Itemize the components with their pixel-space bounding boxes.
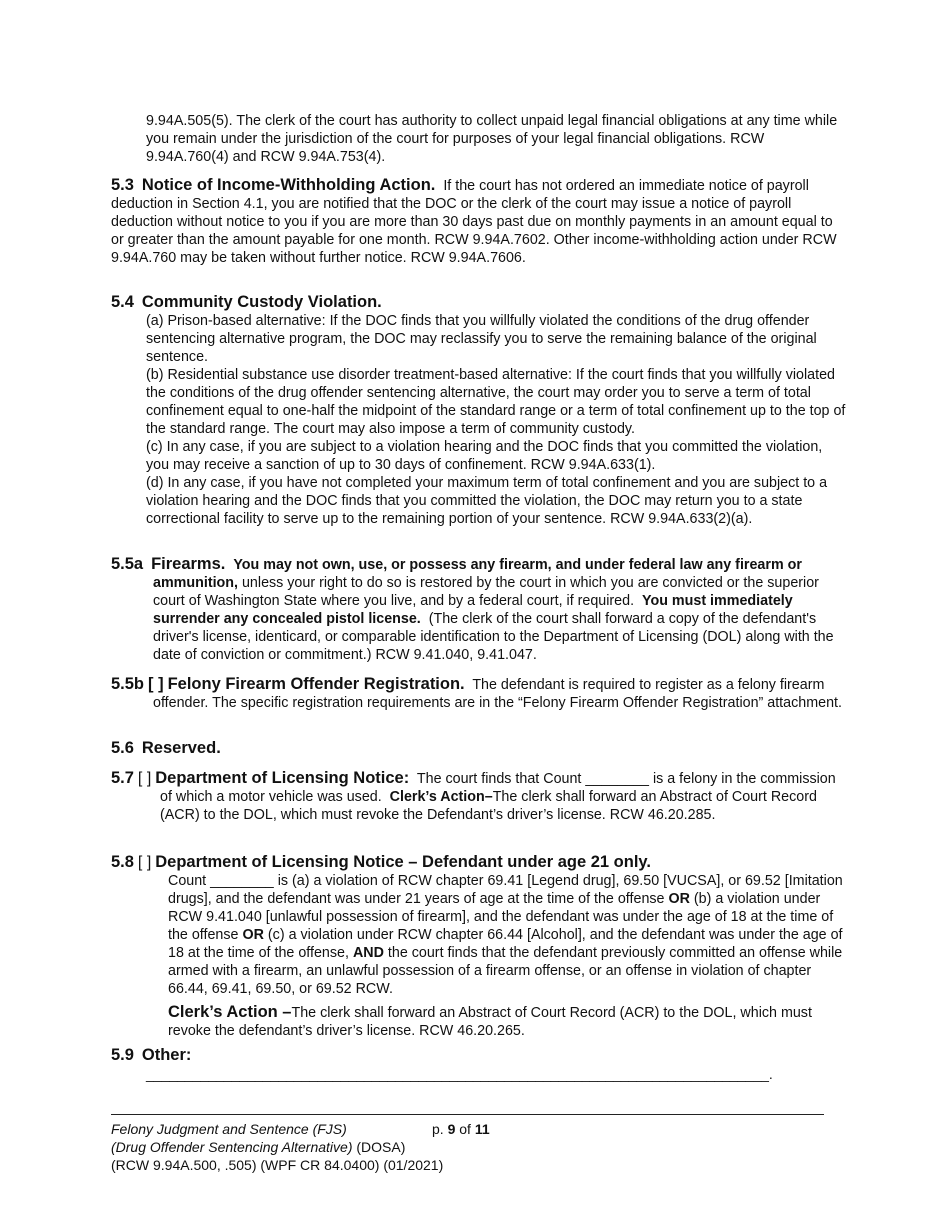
firearm-prohibition: You may not own, use, or possess any firearm, and under federal law any firearm or ammunition, — [153, 557, 802, 591]
checkbox[interactable]: [ ] — [148, 675, 164, 693]
section-body: The court finds that Count ________ is a felony in the commission of which a motor vehicle was used. — [160, 771, 836, 805]
or-keyword: OR — [242, 927, 264, 943]
footer-divider — [111, 1114, 824, 1115]
section-title: Department of Licensing Notice: — [155, 769, 410, 787]
clause-b: (b) a violation under RCW 9.41.040 [unlawful possession of firearm], and the defendant was under the age of 18 at the time of the offense — [168, 891, 834, 943]
section-5-4 — [111, 293, 846, 528]
or-keyword: OR — [668, 891, 690, 907]
section-body-2: (The clerk of the court shall forward a copy of the defendant's driver's license, identicard, or comparable identification to the Department of Licensing (DOL) along with the date of conviction or commitment.) RCW 9.41.040, 9.41.047. — [153, 611, 834, 663]
section-number: 5.5b — [111, 675, 145, 693]
clerk-action-text: The clerk shall forward an Abstract of Court Record (ACR) to the DOL, which must revoke the Defendant’s driver’s license. RCW 46.20.285. — [160, 789, 817, 823]
section-5-9 — [111, 1046, 846, 1065]
section-title: Notice of Income-Withholding Action. — [141, 176, 436, 194]
footer — [111, 1120, 443, 1174]
clerk-action-label: Clerk’s Action– — [389, 789, 493, 805]
paragraph-d: (d) In any case, if you have not completed your maximum term of total confinement and you are subject to a violation hearing and the DOC finds that you committed the violation, the DOC may return you to a state correctional facility to serve up to the remaining portion of your sentence. RCW 9.94A.633(2)(a). — [146, 475, 828, 527]
footer-subtitle-italic: (Drug Offender Sentencing Alternative) — [111, 1139, 353, 1155]
clause-d: the court finds that the defendant previously committed an offense while armed with a firearm, an unlawful possession of a firearm offense, or an offense in violation of chapter 66.44, 69.41, 69.50, or 69.52 RCW. — [168, 945, 843, 997]
section-number: 5.5a — [111, 555, 144, 573]
footer-form-subtitle — [111, 1138, 443, 1156]
checkbox[interactable]: [ ] — [137, 854, 152, 871]
section-title: Reserved. — [141, 739, 221, 757]
current-page: 9 — [447, 1121, 456, 1137]
clerk-action-text: The clerk shall forward an Abstract of Court Record (ACR) to the DOL, which must revoke the defendant’s driver’s license. RCW 46.20.265. — [168, 1005, 812, 1039]
section-5-5b — [111, 675, 846, 712]
section-5-8 — [111, 853, 846, 1040]
section-title: Felony Firearm Offender Registration. — [167, 675, 465, 693]
section-title: Firearms. — [151, 555, 226, 573]
paragraph-b: (b) Residential substance use disorder treatment-based alternative: If the court finds that you willfully violated the conditions of the drug offender sentencing alternative, the court may order you to serve a term of total confinement equal to one-half the midpoint of the standard range or a term of total confinement up to the top of the standard range. The court may also impose a term of community custody. — [146, 367, 846, 437]
page-prefix: p. — [432, 1121, 444, 1137]
clause-a: Count ________ is (a) a violation of RCW chapter 69.41 [Legend drug], 69.50 [VUCSA], or 69.52 [Imitation drugs], and the defendant was under 21 years of age at the time of the offense — [168, 873, 843, 907]
checkbox[interactable]: [ ] — [137, 770, 152, 787]
section-5-5a — [111, 555, 846, 664]
section-body: If the court has not ordered an immediate notice of payroll deduction in Section 4.1, you are notified that the DOC or the clerk of the court may issue a notice of payroll deduction without notice to you if you are more than 30 days past due on monthly payments in an amount equal to or greater than the amount payable for one month. RCW 9.94A.7602. Other income-withholding action under RCW 9.94A.760 may be taken without further notice. RCW 9.94A.7606. — [111, 178, 837, 266]
section-number: 5.6 — [111, 739, 134, 757]
section-body: The defendant is required to register as a felony firearm offender. The specific registration requirements are in the “Felony Firearm Offender Registration” attachment. — [153, 677, 842, 711]
paragraph-c: (c) In any case, if you are subject to a violation hearing and the DOC finds that you committed the violation, you may receive a sanction of up to 30 days of confinement. RCW 9.94A.633(1). — [146, 439, 823, 473]
section-5-3 — [111, 176, 846, 267]
clerk-action-label: Clerk’s Action – — [168, 1003, 292, 1021]
section-title: Department of Licensing Notice – Defendant under age 21 only. — [155, 853, 651, 871]
intro-paragraph: 9.94A.505(5). The clerk of the court has authority to collect unpaid legal financial obligations at any time while you remain under the jurisdiction of the court for purposes of your legal financial obligations. RCW 9.94A.760(4) and RCW 9.94A.753(4). — [146, 113, 838, 165]
section-number: 5.4 — [111, 293, 134, 311]
total-pages: 11 — [474, 1121, 490, 1137]
footer-subtitle-rest: (DOSA) — [356, 1139, 406, 1155]
section-title: Other: — [141, 1046, 192, 1064]
page-of: of — [459, 1121, 471, 1137]
clerk-action — [168, 1003, 846, 1040]
section-number: 5.3 — [111, 176, 134, 194]
paragraph-a: (a) Prison-based alternative: If the DOC finds that you willfully violated the conditions of the drug offender sentencing alternative program, the DOC may reclassify you to serve the remaining balance of the original sentence. — [146, 313, 817, 365]
section-5-6 — [111, 739, 846, 758]
other-blank-line[interactable]: ________________________________________________________________________________. — [146, 1066, 773, 1082]
section-body — [168, 872, 846, 998]
section-number: 5.8 — [111, 853, 134, 871]
page-number — [432, 1120, 490, 1138]
footer-form-title: Felony Judgment and Sentence (FJS) — [111, 1121, 347, 1137]
section-number: 5.7 — [111, 769, 134, 787]
clause-c: (c) a violation under RCW chapter 66.44 [Alcohol], and the defendant was under the age of 18 at the time of the offense, — [168, 927, 843, 961]
section-body: unless your right to do so is restored by the court in which you are convicted or the superior court of Washington State where you live, and by a federal court, if required. — [153, 575, 819, 609]
section-5-7 — [111, 769, 846, 824]
and-keyword: AND — [352, 945, 384, 961]
section-title: Community Custody Violation. — [141, 293, 382, 311]
surrender-notice: You must immediately surrender any concealed pistol license. — [153, 593, 793, 627]
section-number: 5.9 — [111, 1046, 134, 1064]
footer-form-reference: (RCW 9.94A.500, .505) (WPF CR 84.0400) (01/2021) — [111, 1157, 444, 1173]
